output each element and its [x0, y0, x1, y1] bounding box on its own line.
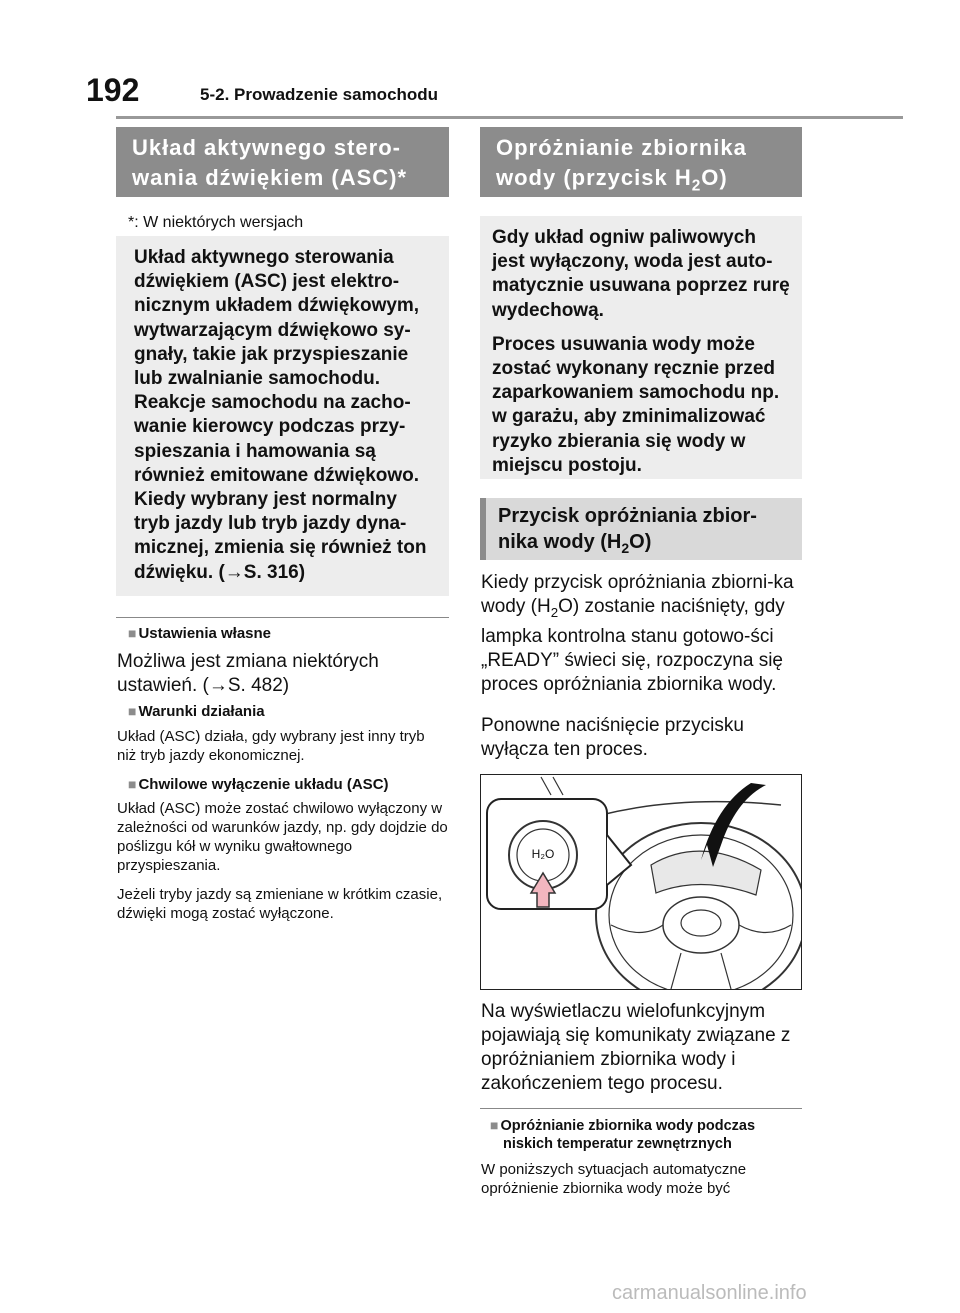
temp-off-heading	[128, 775, 389, 794]
asc-section-title	[116, 127, 449, 197]
conditions-text: Układ (ASC) działa, gdy wybrany jest inny tryb niż tryb jazdy ekonomicznej.	[117, 728, 425, 764]
drain-section-title	[480, 127, 802, 197]
temp-off-title: Chwilowe wyłączenie układu (ASC)	[138, 776, 389, 793]
drain-title-line1: Opróżnianie zbiornika	[496, 135, 747, 160]
button-description: Kiedy przycisk opróżniania zbiorni-ka wody $(H_2O)$ zostanie naciśnięty, gdy lampka kontrolna stanu gotowo-ści „READY” świeci się, rozpoczyna się proces opróżniania zbiornika wody.	[481, 572, 794, 695]
chapter-title: 5-2. Prowadzenie samochodu	[200, 85, 439, 104]
page-number: 192	[86, 72, 140, 108]
header-rule	[116, 116, 903, 119]
custom-settings-heading	[128, 624, 271, 643]
cold-text: W poniższych sytuacjach automatyczne opróżnienie zbiornika wody może być	[481, 1161, 747, 1197]
conditions-title: Warunki działania	[138, 703, 265, 720]
button-section-title	[480, 498, 802, 560]
drain-intro-p1: Gdy układ ogniw paliwowych jest wyłączony, woda jest auto-matycznie usuwana poprzez rurę wydechową.	[492, 227, 790, 321]
temp-off-text: Układ (ASC) może zostać chwilowo wyłączony w zależności od warunków jazdy, np. gdy dojdzie do poślizgu kół w wyniku gwałtownego przyspieszania.	[117, 800, 448, 874]
drain-intro-p2: Proces usuwania wody może zostać wykonany ręcznie przed zaparkowaniem samochodu np. w garażu, aby zminimalizować ryzyko zbierania się wody w miejscu postoju.	[492, 333, 780, 476]
h2o-button-label: H₂O	[531, 847, 555, 861]
footnote: *: W niektórych wersjach	[128, 214, 304, 231]
custom-settings-text: Możliwa jest zmiana niektórych ustawień. (→S. 482)	[117, 651, 379, 696]
drain-intro-box	[480, 216, 802, 479]
square-bullet-icon: ■	[128, 703, 137, 719]
cold-title-line2: niskich temperatur zewnętrznych	[503, 1136, 732, 1152]
section-divider	[116, 617, 449, 618]
watermark: carmanualsonline.info	[612, 1282, 807, 1304]
asc-title-line2: wania dźwiękiem (ASC)*	[132, 165, 408, 190]
drain-title-line2: wody (przycisk $H_2O$)	[496, 165, 728, 195]
button-title-line1: Przycisk opróżniania zbior-	[498, 505, 757, 527]
cold-title-line1: Opróżnianie zbiornika wody podczas	[500, 1118, 756, 1134]
dashboard-illustration	[481, 775, 801, 989]
button-description-2: Ponowne naciśnięcie przycisku wyłącza ten proces.	[481, 715, 744, 760]
cold-heading	[490, 1116, 755, 1153]
button-title-line2: nika wody $(H_2O)$	[498, 531, 652, 556]
asc-title-line1: Układ aktywnego stero-	[132, 135, 401, 160]
conditions-heading	[128, 702, 265, 721]
temp-off-text-2: Jeżeli tryby jazdy są zmieniane w krótkim czasie, dźwięki mogą zostać wyłączone.	[117, 886, 443, 922]
section-divider-2	[480, 1108, 802, 1109]
asc-intro-box	[116, 236, 449, 596]
dashboard-figure	[480, 774, 802, 990]
square-bullet-icon: ■	[128, 776, 137, 792]
custom-settings-title: Ustawienia własne	[138, 625, 272, 642]
square-bullet-icon: ■	[490, 1117, 499, 1133]
asc-intro-text: Układ aktywnego sterowania dźwiękiem (ASC) jest elektro-nicznym układem dźwiękowym, wytwarzającym dźwiękowo sy-gnały, takie jak przyspieszanie lub zwalnianie samochodu. Reakcje samochodu na zacho-wanie kierowcy podczas przy-spieszania i hamowania są również emitowane dźwiękowo. Kiedy wybrany jest normalny tryb jazdy lub tryb jazdy dyna-micznej, zmienia się również ton dźwięku. (→S. 316)	[134, 247, 427, 583]
display-description: Na wyświetlaczu wielofunkcyjnym pojawiają się komunikaty związane z opróżnianiem zbiornika wody i zakończeniem tego procesu.	[481, 1001, 791, 1094]
square-bullet-icon: ■	[128, 625, 137, 641]
